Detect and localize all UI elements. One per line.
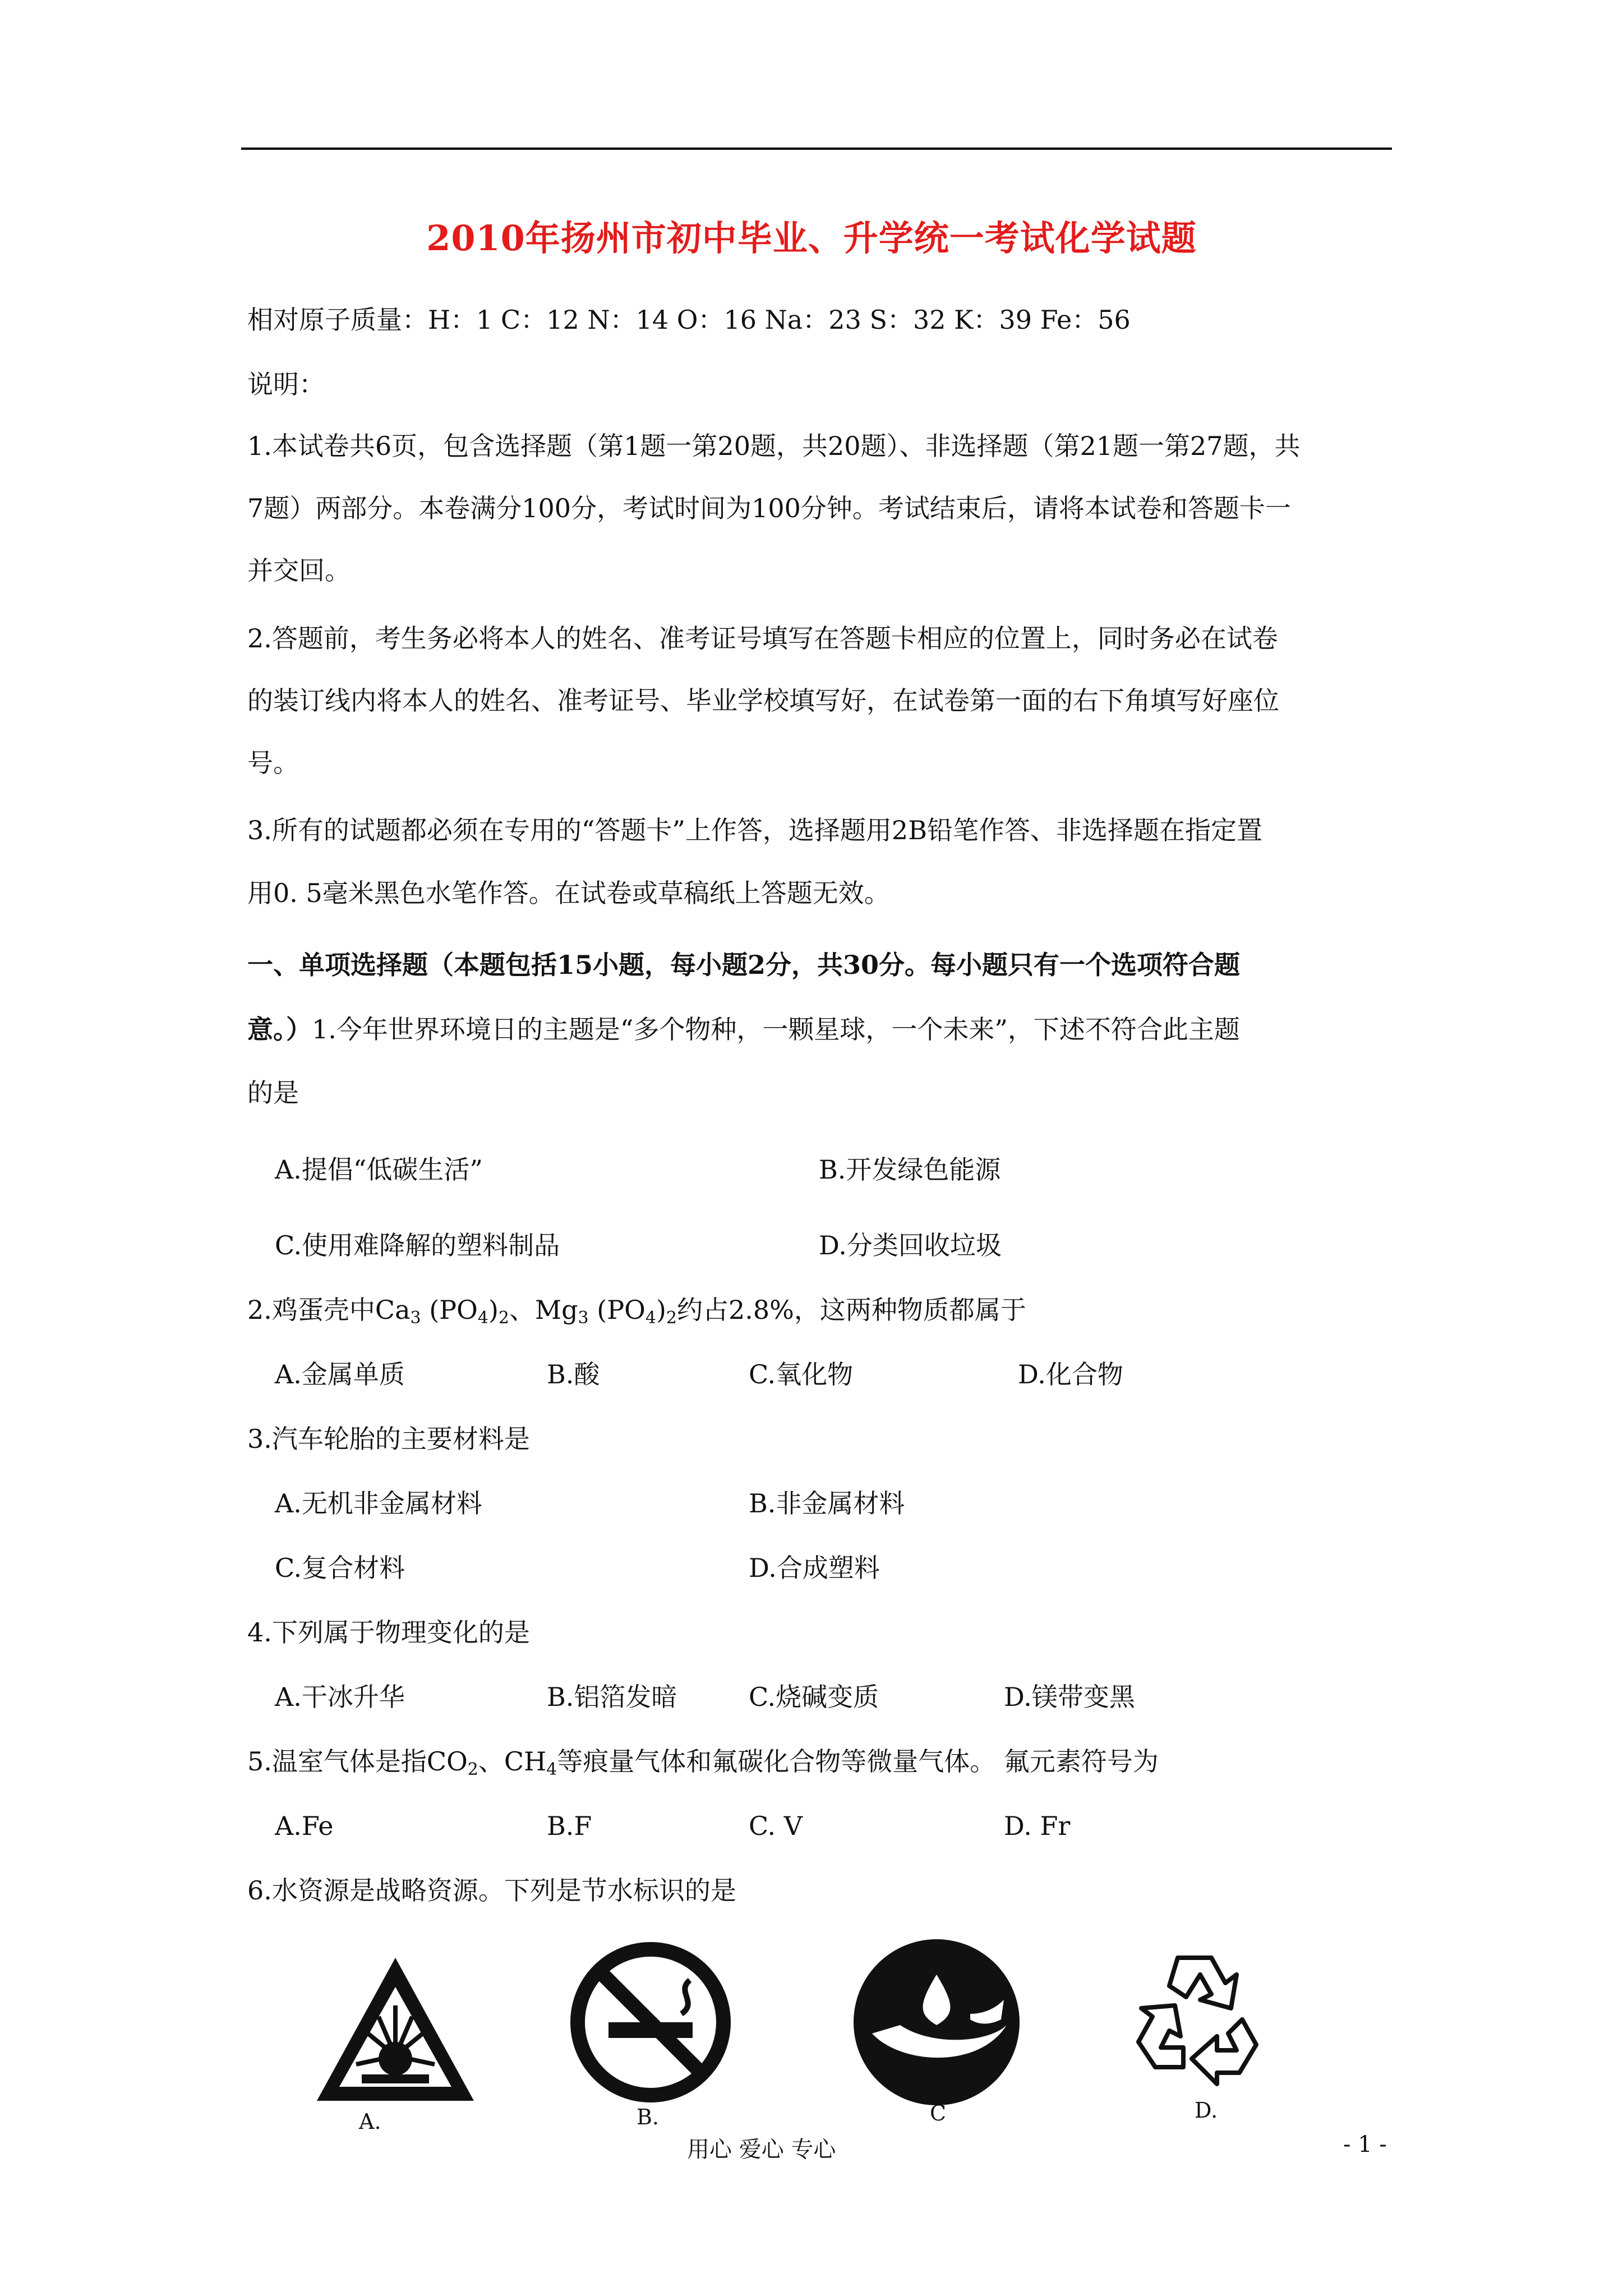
q4-option-a: A.干冰升华 (275, 1682, 405, 1712)
note1-line1: 1.本试卷共6页，包含选择题（第1题一第20题，共20题）、非选择题（第21题一第27题，共 (247, 431, 1301, 461)
q4-stem: 4.下列属于物理变化的是 (247, 1617, 530, 1648)
q2-option-c: C.氧化物 (749, 1359, 854, 1389)
note2-line3: 号。 (247, 748, 299, 778)
q3-option-b: B.非金属材料 (749, 1488, 905, 1519)
sign-label-a: A. (359, 2109, 381, 2134)
note2-line2: 的装订线内将本人的姓名、准考证号、毕业学校填写好，在试卷第一面的右下角填写好座位 (247, 685, 1279, 716)
q3-stem: 3.汽车轮胎的主要材料是 (247, 1424, 530, 1454)
q1-option-c: C.使用难降解的塑料制品 (275, 1230, 560, 1260)
q2-stem: 2.鸡蛋壳中$Ca_3$ $(PO_4)_2$、$Mg_3$ $(PO_4)_2$约占2.8%，这两种物质都属于 (247, 1295, 1026, 1328)
note1-line2: 7题）两部分。本卷满分100分，考试时间为100分钟。考试结束后，请将本试卷和答题卡一 (247, 493, 1291, 523)
section1-heading: 一、单项选择题（本题包括15小题，每小题2分，共30分。每小题只有一个选项符合题 (247, 950, 1241, 980)
note3-line2: 用0. 5毫米黑色水笔作答。在试卷或草稿纸上答题无效。 (247, 878, 890, 908)
notes-heading: 说明： (247, 369, 325, 399)
q2-option-a: A.金属单质 (275, 1359, 405, 1389)
q6-stem: 6.水资源是战略资源。下列是节水标识的是 (247, 1875, 736, 1906)
q4-option-d: D.镁带变黑 (1004, 1682, 1135, 1712)
explosive-warning-icon (311, 1952, 479, 2109)
section1-heading-end: 意。） (247, 1014, 312, 1045)
q2-option-d: D.化合物 (1018, 1359, 1123, 1389)
q5-option-d: D. Fr (1004, 1811, 1071, 1841)
water-saving-icon (850, 1935, 1023, 2109)
q5-option-c: C. V (749, 1811, 803, 1841)
q5-option-a: A.Fe (275, 1811, 334, 1841)
sign-label-d: D. (1195, 2098, 1218, 2123)
header-rule (241, 148, 1392, 150)
note2-line1: 2.答题前，考生务必将本人的姓名、准考证号填写在答题卡相应的位置上，同时务必在试卷 (247, 623, 1278, 654)
q1-option-a: A.提倡“低碳生活” (275, 1154, 483, 1185)
q1-option-d: D.分类回收垃圾 (819, 1230, 1002, 1260)
q3-option-d: D.合成塑料 (749, 1553, 880, 1583)
footer-motto: 用心 爱心 专心 (687, 2137, 836, 2162)
no-smoking-icon (569, 1941, 732, 2104)
sign-label-c: C (930, 2101, 947, 2125)
page-number: - 1 - (1343, 2132, 1387, 2157)
recycle-icon (1122, 1941, 1267, 2087)
q1-option-b: B.开发绿色能源 (819, 1154, 1001, 1185)
q4-option-c: C.烧碱变质 (749, 1682, 879, 1712)
q3-option-a: A.无机非金属材料 (275, 1488, 482, 1519)
q5-option-b: B.F (547, 1811, 592, 1841)
note1-line3: 并交回。 (247, 555, 351, 586)
q2-option-b: B.酸 (547, 1359, 600, 1389)
note3-line1: 3.所有的试题都必须在专用的“答题卡”上作答，选择题用2B铅笔作答、非选择题在指定置 (247, 815, 1262, 845)
atomic-mass-line: 相对原子质量：H：1 C：12 N：14 O：16 Na：23 S：32 K：39 Fe：56 (247, 305, 1131, 335)
q4-option-b: B.铝箔发暗 (547, 1682, 677, 1712)
q1-stem-text: 1.今年世界环境日的主题是“多个物种，一颗星球，一个未来”，下述不符合此主题 (312, 1014, 1240, 1045)
q1-stem (247, 1013, 1240, 1046)
q1-stem-end: 的是 (247, 1078, 299, 1108)
sign-label-b: B. (637, 2105, 660, 2129)
q3-option-c: C.复合材料 (275, 1553, 405, 1583)
page-title: 2010年扬州市初中毕业、升学统一考试化学试题 (426, 218, 1197, 259)
q5-stem: 5.温室气体是指$CO_2$、$CH_4$等痕量气体和氟碳化合物等微量气体。 氟元素符号为 (247, 1746, 1159, 1779)
